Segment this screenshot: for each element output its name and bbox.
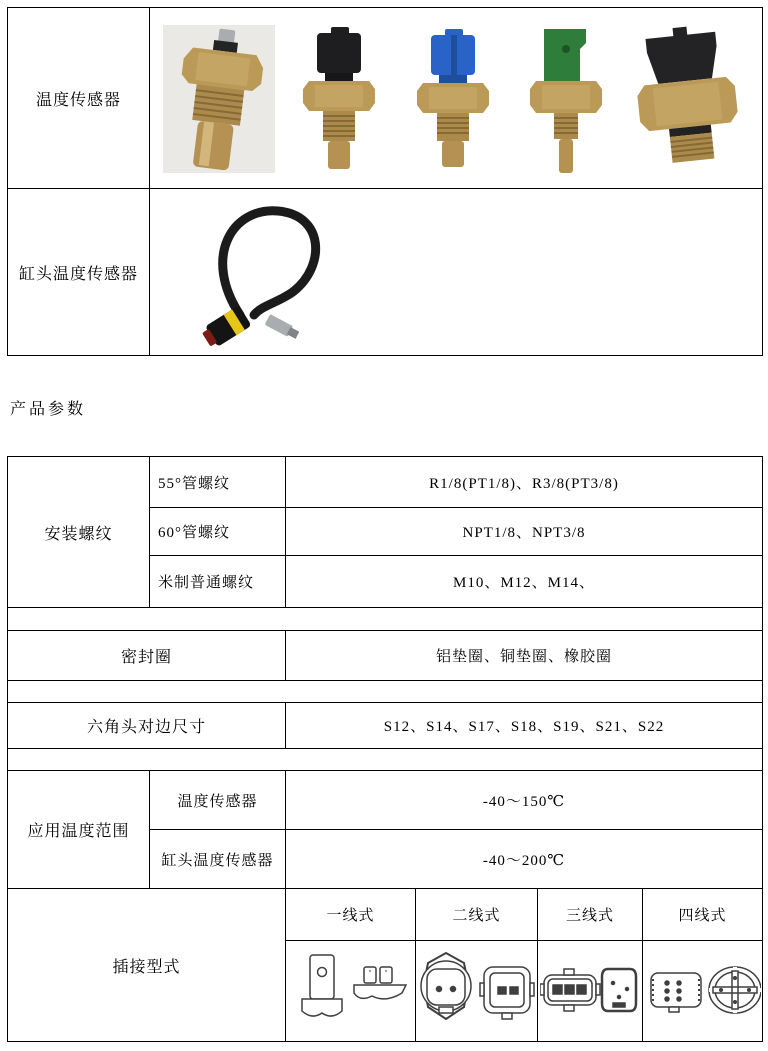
product-photo-table [7, 7, 763, 356]
spacer-row [8, 749, 763, 771]
temp-sensor-large-black-connector-image [622, 19, 752, 177]
section-title-product-parameters: 产品参数 [10, 401, 87, 418]
temp-range-value-sensor: -40～150℃ [286, 771, 763, 830]
thread-value-60: NPT1/8、NPT3/8 [286, 508, 763, 556]
param-label-hex-size: 六角头对边尺寸 [8, 703, 286, 749]
row-label-temp-sensor: 温度传感器 [8, 8, 150, 189]
temp-sensor-black-connector-image [282, 19, 394, 177]
thread-type-55: 55°管螺纹 [150, 457, 286, 508]
param-label-seal-ring: 密封圈 [8, 631, 286, 681]
two-wire-connector-icon [418, 945, 536, 1037]
param-label-mount-thread: 安装螺纹 [8, 457, 150, 608]
temp-sensor-green-connector-image [510, 19, 618, 177]
spacer-row [8, 681, 763, 703]
param-label-connector-type: 插接型式 [8, 889, 286, 1042]
one-wire-connector-cell [286, 941, 416, 1042]
temp-range-type-cylinder: 缸头温度传感器 [150, 830, 286, 889]
parameter-table [7, 456, 763, 1042]
connector-header-four-wire: 四线式 [643, 889, 763, 941]
temp-sensor-photos [150, 8, 763, 189]
cable-temp-sensor-image [174, 193, 384, 351]
connector-header-two-wire: 二线式 [416, 889, 538, 941]
one-wire-terminal-icon [290, 945, 412, 1037]
temp-range-value-cylinder: -40～200℃ [286, 830, 763, 889]
cylinder-head-temp-sensor-photo [150, 189, 763, 356]
four-wire-connector-cell [643, 941, 763, 1042]
connector-header-one-wire: 一线式 [286, 889, 416, 941]
four-wire-connector-icon [645, 945, 761, 1037]
thread-type-60: 60°管螺纹 [150, 508, 286, 556]
row-label-cylinder-head-temp-sensor: 缸头温度传感器 [8, 189, 150, 356]
two-wire-connector-cell [416, 941, 538, 1042]
three-wire-connector-cell [538, 941, 643, 1042]
thread-value-55: R1/8(PT1/8)、R3/8(PT3/8) [286, 457, 763, 508]
spacer-row [8, 608, 763, 631]
connector-header-three-wire: 三线式 [538, 889, 643, 941]
thread-type-metric: 米制普通螺纹 [150, 556, 286, 608]
thread-value-metric: M10、M12、M14、 [286, 556, 763, 608]
temp-sensor-bare-terminal-image [160, 19, 278, 177]
param-label-temp-range: 应用温度范围 [8, 771, 150, 889]
hex-size-value: S12、S14、S17、S18、S19、S21、S22 [286, 703, 763, 749]
three-wire-connector-icon [540, 945, 640, 1037]
seal-ring-value: 铝垫圈、铜垫圈、橡胶圈 [286, 631, 763, 681]
temp-range-type-sensor: 温度传感器 [150, 771, 286, 830]
temp-sensor-blue-connector-image [398, 19, 506, 177]
